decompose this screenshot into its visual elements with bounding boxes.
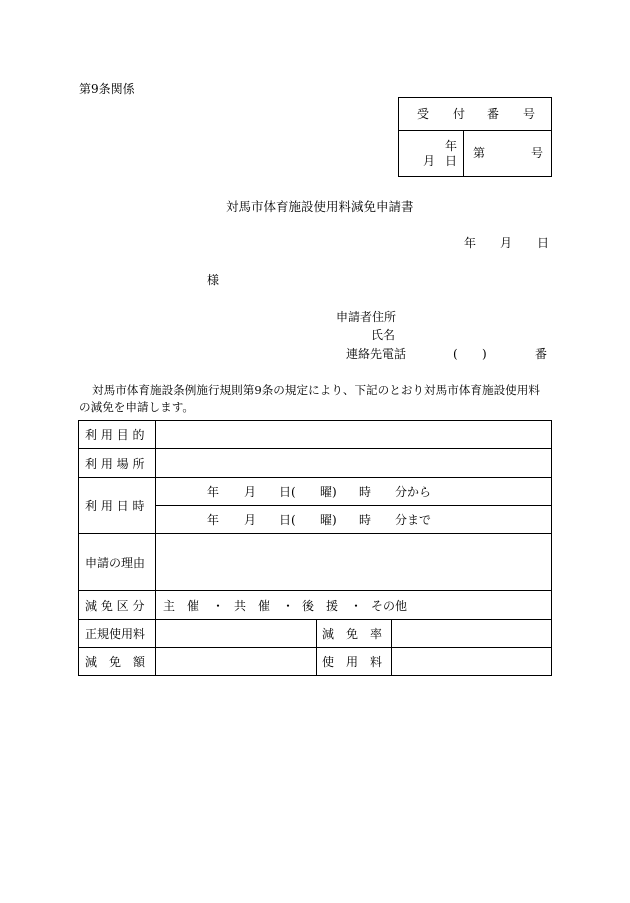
receipt-divider [463, 130, 464, 176]
receipt-day: 日 [445, 154, 458, 168]
place-label: 利 用 場 所 [85, 457, 145, 471]
phone-paren-open: ( [453, 347, 458, 361]
date-month: 月 [500, 236, 513, 250]
from-month: 月 [244, 485, 257, 499]
table-row-divider [79, 619, 551, 620]
reduction-rate-label: 減 免 率 [322, 627, 383, 641]
to-weekday: 曜) [320, 513, 337, 527]
to-minute: 分まで [395, 513, 432, 527]
category-separator: ・ [212, 599, 225, 613]
applicant-address-label: 申請者住所 [336, 310, 397, 324]
statement-line-1: 対馬市体育施設条例施行規則第9条の規定により、下記のとおり対馬市体育施設使用料 [92, 383, 540, 397]
purpose-label: 利 用 目 的 [85, 428, 145, 442]
addressee-suffix: 様 [207, 273, 220, 287]
from-hour: 時 [359, 485, 372, 499]
table-col-divider [391, 619, 392, 675]
category-separator: ・ [350, 599, 363, 613]
receipt-year: 年 [445, 139, 458, 153]
to-hour: 時 [359, 513, 372, 527]
from-year: 年 [207, 485, 220, 499]
to-month: 月 [244, 513, 257, 527]
category-support: 後 援 [302, 599, 339, 613]
applicant-phone-label: 連絡先電話 [346, 347, 407, 361]
receipt-divider [399, 130, 551, 131]
category-cohost: 共 催 [234, 599, 271, 613]
category-host: 主 催 [163, 599, 200, 613]
from-day: 日( [279, 485, 296, 499]
table-col-divider [155, 421, 156, 675]
receipt-month: 月 [423, 154, 436, 168]
from-weekday: 曜) [320, 485, 337, 499]
datetime-label: 利 用 日 時 [85, 499, 145, 513]
regular-fee-label: 正規使用料 [85, 627, 146, 641]
receipt-heading-char: 付 [453, 107, 466, 121]
receipt-heading-char: 受 [417, 107, 430, 121]
usage-fee-label: 使 用 料 [322, 655, 383, 669]
to-year: 年 [207, 513, 220, 527]
phone-paren-close: ) [482, 347, 487, 361]
receipt-heading-char: 号 [523, 107, 536, 121]
category-other: その他 [371, 599, 408, 613]
document-title: 対馬市体育施設使用料減免申請書 [226, 199, 414, 214]
table-col-divider [316, 619, 317, 675]
reason-label: 申請の理由 [85, 556, 146, 570]
statement-line-2: の減免を申請します。 [79, 400, 195, 414]
table-row-divider [79, 647, 551, 648]
application-table [78, 420, 552, 676]
from-minute: 分から [395, 485, 432, 499]
receipt-go: 号 [531, 146, 544, 160]
receipt-number-box [398, 97, 552, 177]
reduction-amount-label: 減 免 額 [85, 655, 146, 669]
table-row-divider [79, 448, 551, 449]
phone-ban: 番 [535, 347, 548, 361]
applicant-name-label: 氏名 [371, 328, 396, 342]
receipt-dai: 第 [473, 146, 486, 160]
date-year: 年 [464, 236, 477, 250]
category-label: 減 免 区 分 [85, 599, 145, 613]
table-row-divider [79, 590, 551, 591]
article-reference: 第9条関係 [79, 82, 135, 96]
table-row-divider [155, 505, 551, 506]
table-row-divider [79, 477, 551, 478]
date-day: 日 [537, 236, 550, 250]
to-day: 日( [279, 513, 296, 527]
category-separator: ・ [282, 599, 295, 613]
receipt-heading-char: 番 [487, 107, 500, 121]
table-row-divider [79, 533, 551, 534]
